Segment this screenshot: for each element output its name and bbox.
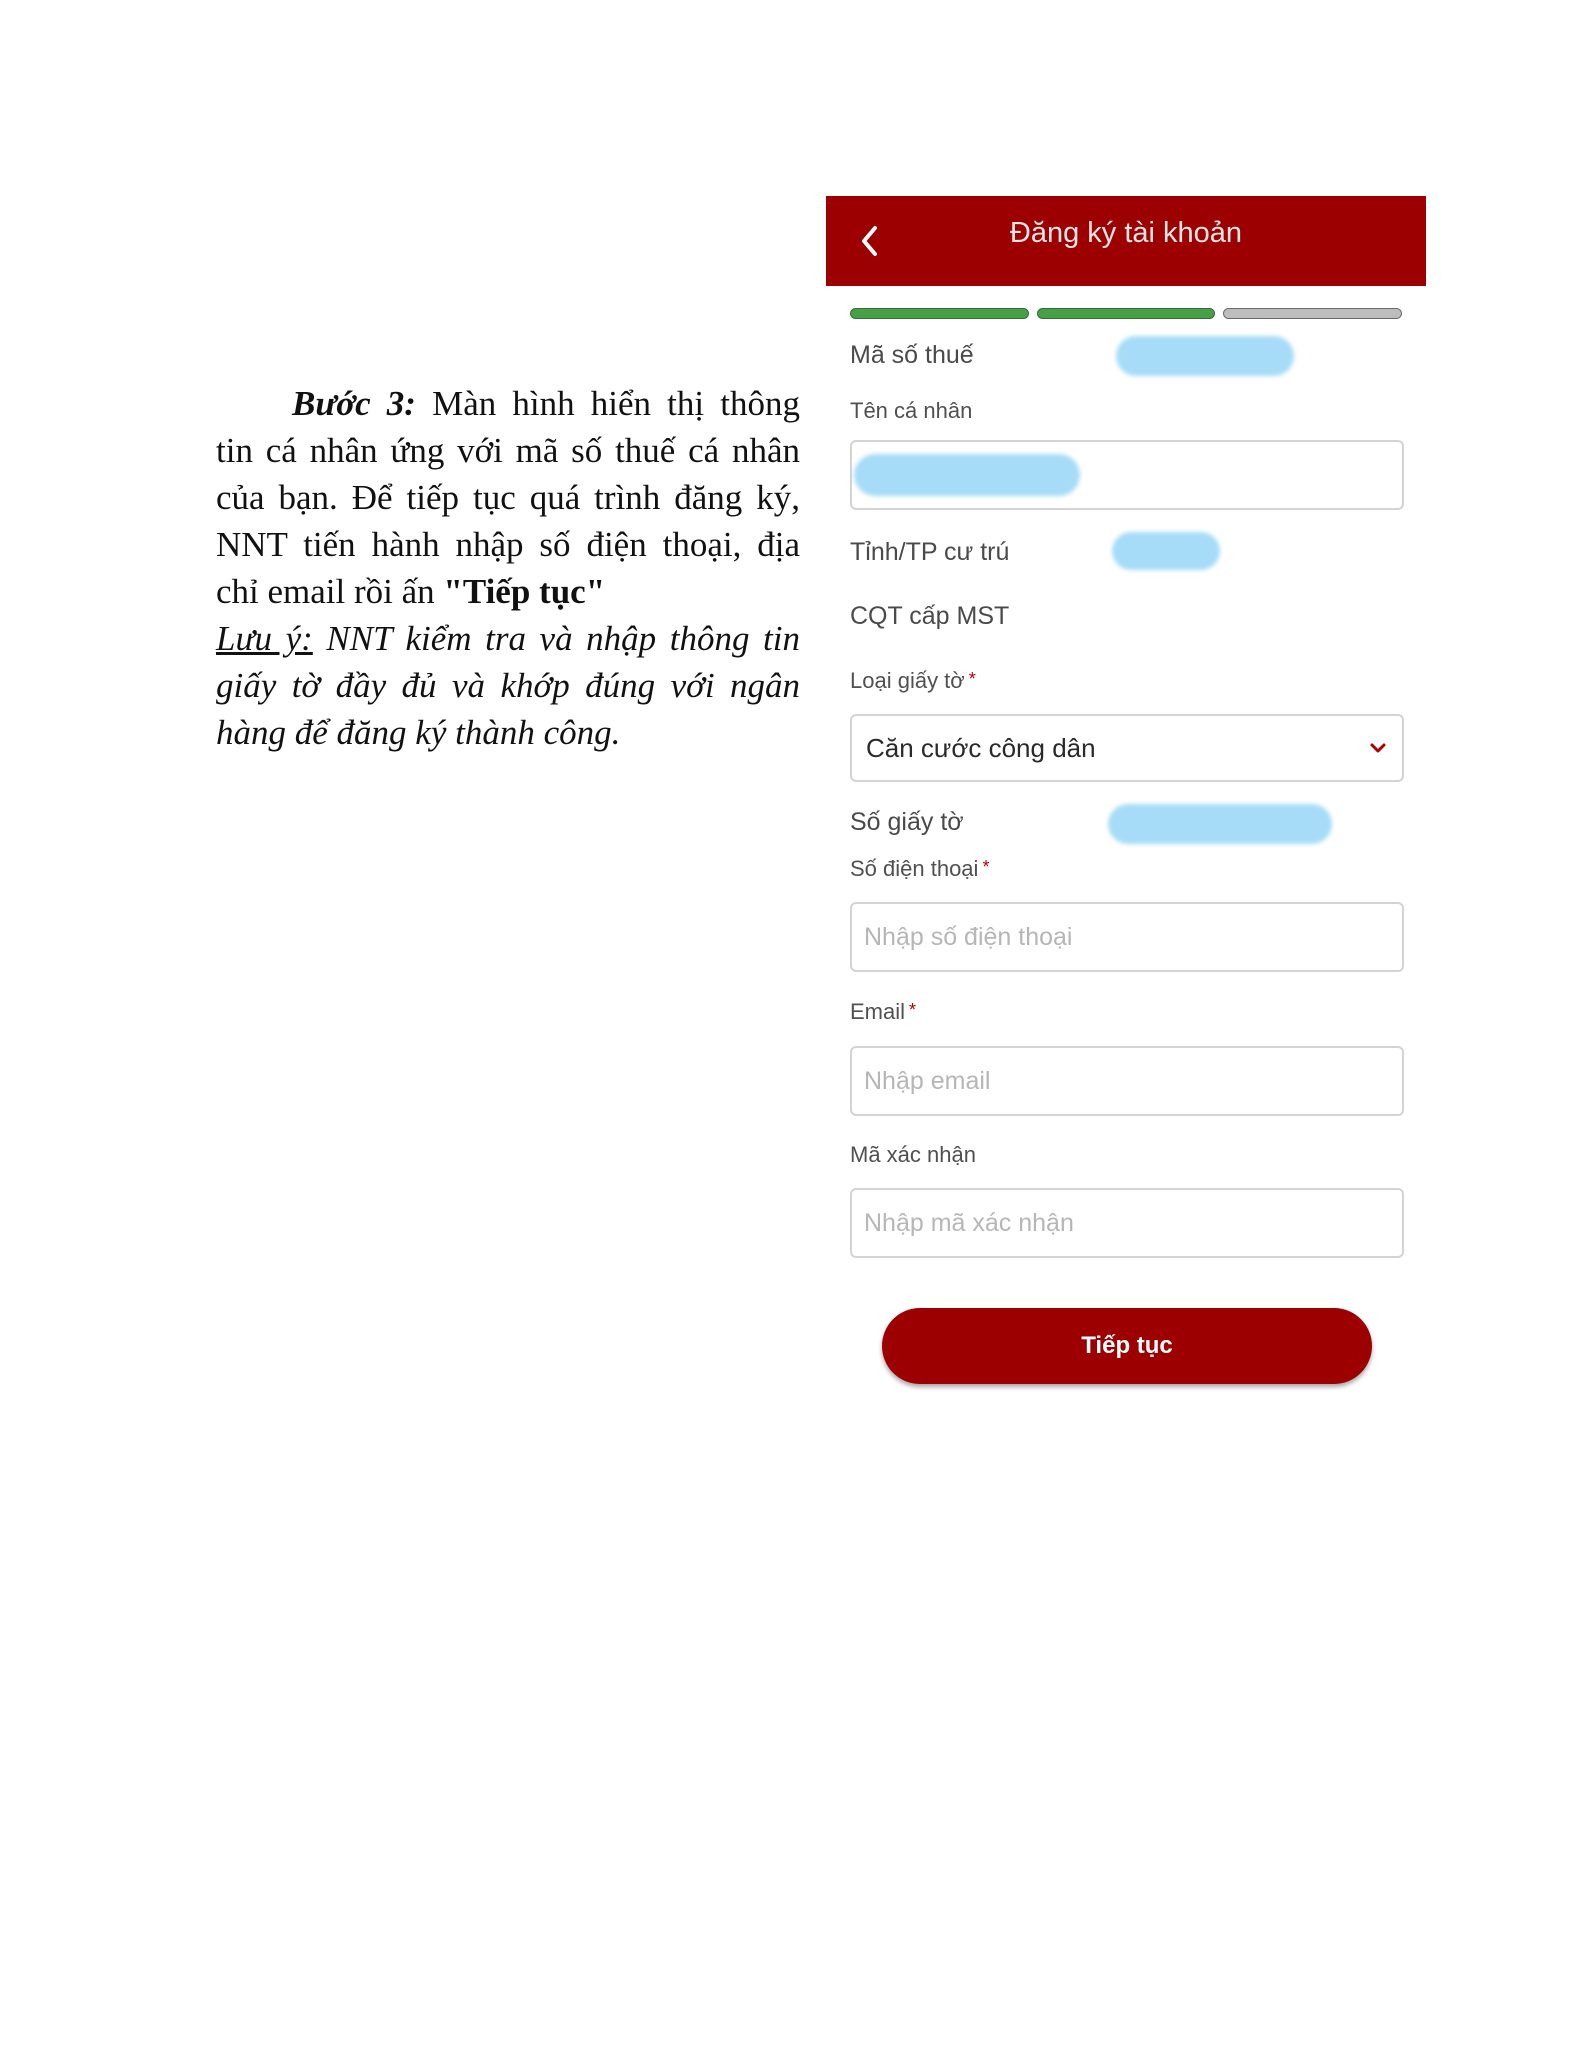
phone-field[interactable]	[850, 902, 1404, 972]
step-paragraph	[216, 380, 800, 615]
tax-code-redacted	[1116, 336, 1294, 376]
doc-type-select[interactable]	[850, 714, 1404, 782]
doc-number-redacted	[1108, 804, 1332, 844]
doc-type-value: Căn cước công dân	[866, 732, 1096, 763]
required-mark: *	[968, 669, 976, 689]
tax-code-label: Mã số thuế	[850, 341, 974, 369]
captcha-field[interactable]	[850, 1188, 1404, 1258]
note-label: Lưu ý:	[216, 619, 313, 658]
name-field	[850, 440, 1404, 510]
chevron-down-icon	[1368, 741, 1388, 755]
email-label-text: Email	[850, 999, 906, 1024]
phone-input[interactable]	[852, 904, 1402, 970]
captcha-input[interactable]	[852, 1190, 1402, 1256]
instruction-text	[216, 380, 800, 756]
name-redacted	[854, 454, 1080, 496]
note-text: NNT kiểm tra và nhập thông tin giấy tờ đầy đủ và khớp đúng với ngân hàng để đăng ký thành công.	[216, 619, 800, 752]
app-screenshot	[826, 196, 1426, 1396]
doc-type-label-text: Loại giấy tờ	[850, 668, 965, 693]
note-paragraph	[216, 615, 800, 756]
progress-step-3	[1223, 308, 1402, 319]
captcha-label: Mã xác nhận	[850, 1142, 976, 1167]
name-label: Tên cá nhân	[850, 398, 973, 423]
email-label	[850, 999, 916, 1025]
phone-label	[850, 856, 989, 882]
required-mark: *	[909, 1000, 917, 1020]
step-label: Bước 3:	[292, 384, 416, 423]
continue-button[interactable]: Tiếp tục	[882, 1308, 1372, 1384]
doc-type-label	[850, 668, 976, 694]
email-field[interactable]	[850, 1046, 1404, 1116]
app-header	[826, 196, 1426, 286]
progress-steps	[850, 308, 1402, 319]
doc-number-label: Số giấy tờ	[850, 808, 964, 836]
email-input[interactable]	[852, 1048, 1402, 1114]
phone-label-text: Số điện thoại	[850, 856, 979, 881]
step-text: Màn hình hiển thị thông tin cá nhân ứng với mã số thuế cá nhân của bạn. Để tiếp tục quá trình đăng ký, NNT tiến hành nhập số điện thoại, địa chỉ email rồi ấn	[216, 384, 800, 611]
step-bold-text: "Tiếp tục"	[443, 572, 606, 611]
page-title: Đăng ký tài khoản	[1009, 217, 1243, 249]
province-redacted	[1112, 532, 1220, 570]
progress-step-2	[1037, 308, 1216, 319]
required-mark: *	[982, 857, 990, 877]
tax-office-label: CQT cấp MST	[850, 602, 1010, 630]
province-label: Tỉnh/TP cư trú	[850, 538, 1010, 566]
progress-step-1	[850, 308, 1029, 319]
